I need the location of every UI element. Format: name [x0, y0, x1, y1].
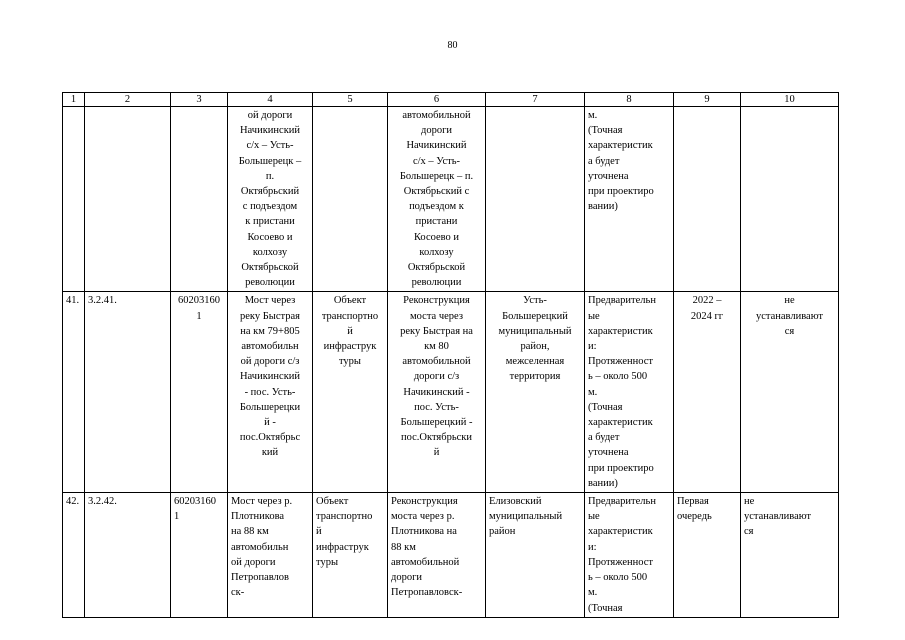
cell-location: Елизовский муниципальный район	[486, 493, 585, 618]
column-header: 8	[585, 93, 674, 107]
column-header: 1	[63, 93, 85, 107]
cell-oktmo: 60203160 1	[171, 292, 228, 493]
column-header: 6	[388, 93, 486, 107]
column-header: 3	[171, 93, 228, 107]
cell-oktmo	[171, 107, 228, 292]
cell-characteristics: Предварительн ые характеристик и: Протяженност ь – около 500 м. (Точная характеристик а будет уточнена при проектиро вании)	[585, 292, 674, 493]
column-header: 5	[313, 93, 388, 107]
cell-zones: не устанавливают ся	[741, 493, 839, 618]
cell-work-type: Реконструкция моста через реку Быстрая на км 80 автомобильной дороги с/з Начикинский - пос. Усть- Большерецкий - пос.Октябрьски й	[388, 292, 486, 493]
cell-purpose	[313, 107, 388, 292]
column-header: 9	[674, 93, 741, 107]
column-header: 10	[741, 93, 839, 107]
column-header: 4	[228, 93, 313, 107]
cell-period	[674, 107, 741, 292]
cell-code	[85, 107, 171, 292]
cell-number: 41.	[63, 292, 85, 493]
cell-zones: не устанавливают ся	[741, 292, 839, 493]
table-row-41	[63, 292, 839, 493]
cell-purpose: Объект транспортно й инфраструк туры	[313, 292, 388, 493]
column-header: 7	[486, 93, 585, 107]
cell-work-type: Реконструкция моста через р. Плотникова на 88 км автомобильной дороги Петропавловск-	[388, 493, 486, 618]
table-row-42	[63, 493, 839, 618]
column-header: 2	[85, 93, 171, 107]
cell-period: 2022 – 2024 гг	[674, 292, 741, 493]
cell-purpose: Объект транспортно й инфраструк туры	[313, 493, 388, 618]
cell-object-name: Мост через р. Плотникова на 88 км автомобильн ой дороги Петропавлов ск-	[228, 493, 313, 618]
cell-characteristics: Предварительн ые характеристик и: Протяженност ь – около 500 м. (Точная	[585, 493, 674, 618]
cell-location: Усть- Большерецкий муниципальный район, межселенная территория	[486, 292, 585, 493]
cell-zones	[741, 107, 839, 292]
cell-work-type: автомобильной дороги Начикинский с/х – Усть- Большерецк – п. Октябрьский с подъездом к пристани Косоево и колхозу Октябрьской революции	[388, 107, 486, 292]
cell-location	[486, 107, 585, 292]
cell-oktmo: 60203160 1	[171, 493, 228, 618]
cell-object-name: Мост через реку Быстрая на км 79+805 автомобильн ой дороги с/з Начикинский - пос. Усть- Большерецки й - пос.Октябрьс кий	[228, 292, 313, 493]
cell-number	[63, 107, 85, 292]
planning-table	[62, 92, 839, 618]
page-number: 80	[447, 40, 458, 51]
cell-code: 3.2.41.	[85, 292, 171, 493]
table-row-continuation	[63, 107, 839, 292]
table-header-row	[63, 93, 839, 107]
cell-object-name: ой дороги Начикинский с/х – Усть- Большерецк – п. Октябрьский с подъездом к пристани Косоево и колхозу Октябрьской революции	[228, 107, 313, 292]
cell-period: Первая очередь	[674, 493, 741, 618]
cell-code: 3.2.42.	[85, 493, 171, 618]
cell-number: 42.	[63, 493, 85, 618]
cell-characteristics: м. (Точная характеристик а будет уточнена при проектиро вании)	[585, 107, 674, 292]
